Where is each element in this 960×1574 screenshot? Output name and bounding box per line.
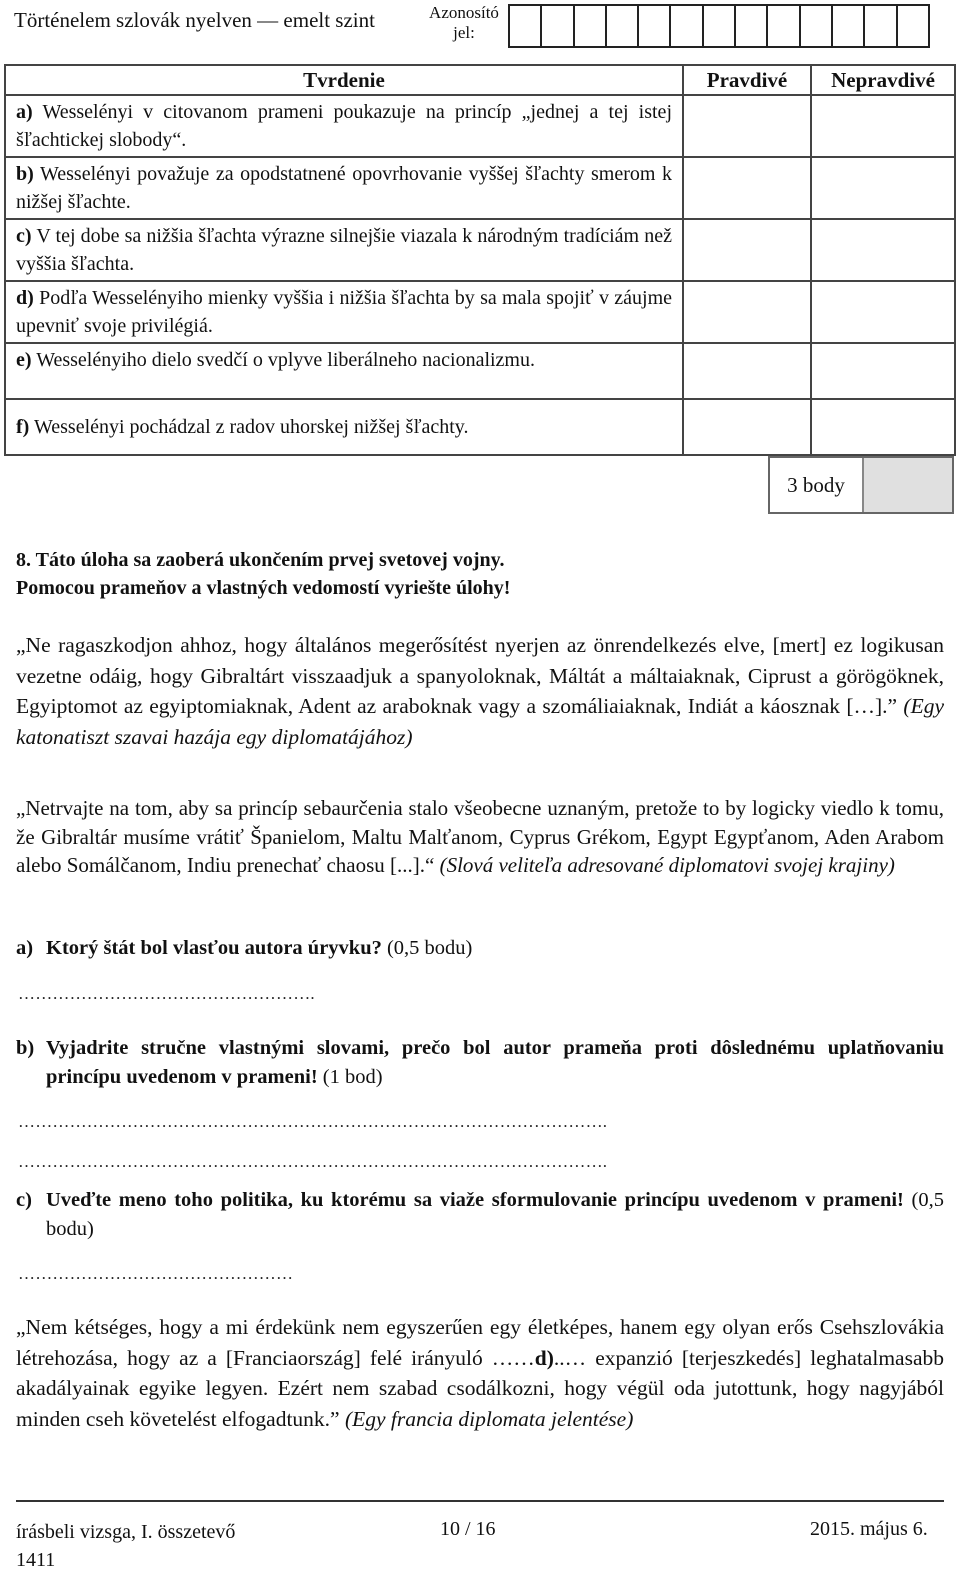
footer-code: 1411 <box>16 1549 56 1571</box>
answer-true-cell[interactable] <box>683 399 811 455</box>
answer-a-line[interactable]: ……………………………………………. <box>18 984 315 1003</box>
source-1-citation: (Egy katonatiszt szavai hazája egy diplomatájához) <box>16 694 944 749</box>
id-digit-box[interactable] <box>801 4 833 48</box>
answer-c-line[interactable]: ………………………………………… <box>18 1264 294 1283</box>
question-c-text: Uveďte meno toho politika, ku ktorému sa viaže sformulovanie princípu uvedenom v prameni! <box>46 1189 904 1211</box>
source-1 <box>16 630 944 752</box>
id-digit-box[interactable] <box>542 4 574 48</box>
source-3-blank-label: d) <box>534 1345 554 1370</box>
header-title: Történelem szlovák nyelven — emelt szint <box>14 8 375 32</box>
points-score-field[interactable] <box>864 458 952 512</box>
id-boxes <box>508 4 930 48</box>
table-row <box>5 343 955 399</box>
header-statement: Tvrdenie <box>5 65 683 95</box>
question-c <box>16 1186 944 1244</box>
points-box <box>768 456 954 514</box>
answer-true-cell[interactable] <box>683 157 811 219</box>
source-2 <box>16 794 944 880</box>
answer-false-cell[interactable] <box>811 95 955 157</box>
source-3 <box>16 1312 944 1434</box>
table-row <box>5 95 955 157</box>
answer-false-cell[interactable] <box>811 281 955 343</box>
question-b-letter: b) <box>16 1037 35 1059</box>
statement-cell: f) Wesselényi pochádzal z radov uhorskej nižšej šľachty. <box>5 399 683 455</box>
id-label-line1: Azonosító <box>429 3 499 22</box>
source-3-citation: (Egy francia diplomata jelentése) <box>344 1406 634 1431</box>
question-b <box>16 1034 944 1092</box>
source-1-text: „Ne ragaszkodjon ahhoz, hogy általános megerősítést nyerjen az önrendelkezés elve, [mert] ez logikusan vezetne odáig, hogy Gibraltárt visszaadjuk a spanyoloknak, Máltát a máltaiaknak, Ciprust a görögöknek, Egyiptomot az egyiptomiaknak, Adent az araboknak vagy a szomáliaiaknak, Indiát a káosznak […].” <box>16 633 944 718</box>
points-label: 3 body <box>770 458 864 512</box>
table-row <box>5 281 955 343</box>
task8-subtitle: Pomocou prameňov a vlastných vedomostí vyriešte úlohy! <box>16 577 511 599</box>
table-header-row <box>5 65 955 95</box>
source-3-text-before: „Nem kétséges, hogy a mi érdekünk nem egyszerűen egy életképes, hanem egy olyan erős Csehszlovákia létrehozása, hogy az a [Franciaország] felé irányuló …… <box>16 1315 944 1370</box>
statement-cell: b) Wesselényi považuje za opodstatnené opovrhovanie vyššej šľachty smerom k nižšej šľachte. <box>5 157 683 219</box>
answer-b-line-2[interactable]: …………………………………………………………………………………………. <box>18 1152 608 1171</box>
statement-cell: a) Wesselényi v citovanom prameni poukazuje na princíp „jednej a tej istej šľachtickej slobody“. <box>5 95 683 157</box>
footer-exam-type: írásbeli vizsga, I. összetevő <box>16 1521 236 1543</box>
statements-table <box>4 64 956 456</box>
answer-true-cell[interactable] <box>683 343 811 399</box>
header-true: Pravdivé <box>683 65 811 95</box>
id-label <box>424 3 504 43</box>
statement-cell: e) Wesselényiho dielo svedčí o vplyve liberálneho nacionalizmu. <box>5 343 683 399</box>
answer-false-cell[interactable] <box>811 343 955 399</box>
question-b-text: Vyjadrite stručne vlastnými slovami, prečo bol autor prameňa proti dôslednému uplatňovaniu princípu uvedenom v prameni! <box>46 1037 944 1088</box>
id-label-line2: jel: <box>453 23 475 42</box>
id-digit-box[interactable] <box>607 4 639 48</box>
answer-false-cell[interactable] <box>811 157 955 219</box>
answer-false-cell[interactable] <box>811 219 955 281</box>
id-digit-box[interactable] <box>768 4 800 48</box>
id-digit-box[interactable] <box>898 4 930 48</box>
statement-cell: d) Podľa Wesselényiho mienky vyššia i nižšia šľachta by sa mala spojiť v záujme upevniť svoje privilégiá. <box>5 281 683 343</box>
question-a-points: (0,5 bodu) <box>386 937 473 959</box>
answer-true-cell[interactable] <box>683 95 811 157</box>
id-digit-box[interactable] <box>510 4 542 48</box>
task8-title: 8. Táto úloha sa zaoberá ukončením prvej svetovej vojny. <box>16 549 505 571</box>
id-digit-box[interactable] <box>671 4 703 48</box>
question-a-text: Ktorý štát bol vlasťou autora úryvku? <box>46 937 382 959</box>
answer-b-line-1[interactable]: …………………………………………………………………………………………. <box>18 1112 608 1131</box>
table-row <box>5 219 955 281</box>
header-false: Nepravdivé <box>811 65 955 95</box>
question-b-points: (1 bod) <box>322 1066 383 1088</box>
source-3-text-after: ..… expanzió [terjeszkedés] leghatalmasabb akadályainak egyike legyen. Ezért nem szabad csodálkozni, hogy végül oda jutottunk, hogy nagyjából minden cseh követelést elfogadtunk.” <box>16 1345 944 1431</box>
answer-true-cell[interactable] <box>683 219 811 281</box>
footer-page-number: 10 / 16 <box>440 1518 496 1540</box>
question-a-letter: a) <box>16 937 34 959</box>
footer-date: 2015. május 6. <box>810 1518 928 1540</box>
footer-left <box>16 1518 235 1574</box>
source-2-text: „Netrvajte na tom, aby sa princíp sebaurčenia stalo všeobecne uznaným, pretože to by logicky viedlo k tomu, že Gibraltár musíme vrátiť Španielom, Maltu Malťanom, Cyprus Grékom, Egypt Egypťanom, Aden Arabom alebo Somálčanom, Indiu prenechať chaosu [...].“ <box>16 796 944 877</box>
question-c-letter: c) <box>16 1189 32 1211</box>
table-row <box>5 399 955 455</box>
question-a <box>16 934 944 963</box>
source-2-citation: (Slová veliteľa adresované diplomatovi svojej krajiny) <box>439 853 895 877</box>
table-row <box>5 157 955 219</box>
answer-true-cell[interactable] <box>683 281 811 343</box>
id-digit-box[interactable] <box>833 4 865 48</box>
id-digit-box[interactable] <box>575 4 607 48</box>
question-c-points: (0,5 bodu) <box>46 1189 944 1240</box>
id-digit-box[interactable] <box>736 4 768 48</box>
statement-cell: c) V tej dobe sa nižšia šľachta výrazne silnejšie viazala k národným tradíciám než vyššia šľachta. <box>5 219 683 281</box>
id-digit-box[interactable] <box>865 4 897 48</box>
answer-false-cell[interactable] <box>811 399 955 455</box>
id-digit-box[interactable] <box>639 4 671 48</box>
task8-instructions <box>16 546 510 602</box>
id-digit-box[interactable] <box>704 4 736 48</box>
footer-divider <box>16 1500 944 1502</box>
